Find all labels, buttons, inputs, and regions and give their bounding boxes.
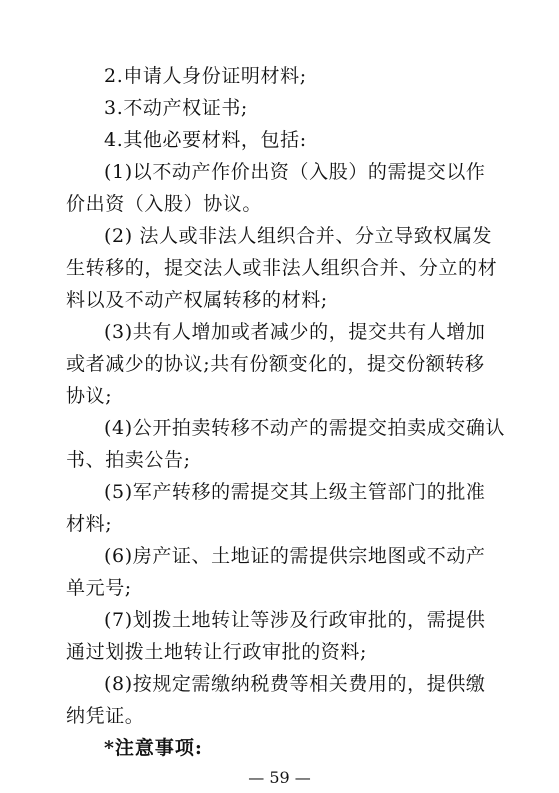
text-line: 单元号; [66,577,132,599]
text-line: (3)共有人增加或者减少的，提交共有人增加 [104,321,486,343]
text-line: 生转移的，提交法人或非法人组织合并、分立的材 [66,257,498,279]
section-heading: *注意事项: [104,737,203,759]
text-line: (7)划拨土地转让等涉及行政审批的，需提供 [104,609,486,631]
text-line: (5)军产转移的需提交其上级主管部门的批准 [104,481,486,503]
text-line: (2) 法人或非法人组织合并、分立导致权属发 [104,225,493,247]
text-line: 纳凭证。 [66,705,145,727]
text-line: (6)房产证、土地证的需提供宗地图或不动产 [104,545,486,567]
text-line: 通过划拨土地转让行政审批的资料; [66,641,368,663]
text-line: 料以及不动产权属转移的材料; [66,289,328,311]
text-line: 2.申请人身份证明材料; [104,65,307,87]
text-line: 材料; [66,513,113,535]
text-line: (1)以不动产作价出资（入股）的需提交以作 [104,161,486,183]
text-line: 书、拍卖公告; [66,449,191,471]
text-line: (8)按规定需缴纳税费等相关费用的，提供缴 [104,673,486,695]
text-line: 4.其他必要材料，包括: [104,129,307,151]
text-line: (4)公开拍卖转移不动产的需提交拍卖成交确认 [104,417,506,439]
page-number: — 59 — [248,768,311,787]
text-line: 价出资（入股）协议。 [66,193,263,215]
text-line: 3.不动产权证书; [104,97,248,119]
text-line: 协议; [66,385,113,407]
text-line: 或者减少的协议;共有份额变化的，提交份额转移 [66,353,485,375]
